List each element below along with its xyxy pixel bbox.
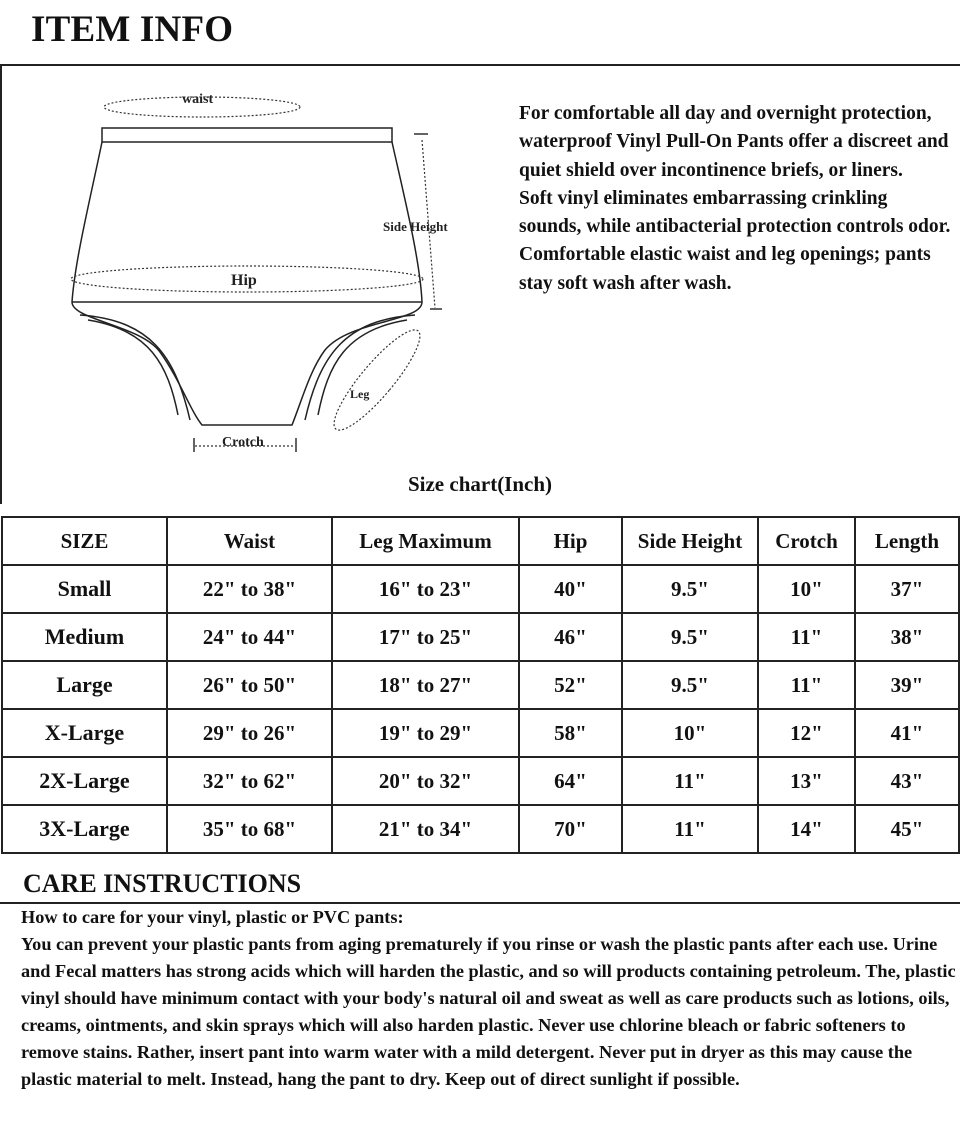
table-header-row [2,517,959,565]
table-cell: 9.5" [622,661,758,709]
left-border [0,64,2,504]
table-cell: 24" to 44" [167,613,332,661]
table-cell: 70" [519,805,622,853]
table-cell: 9.5" [622,613,758,661]
table-cell: 13" [758,757,855,805]
care-instructions-text [21,904,956,1093]
table-cell: 26" to 50" [167,661,332,709]
crotch-label: Crotch [222,435,264,450]
table-header-cell: Side Height [622,517,758,565]
table-cell: 52" [519,661,622,709]
table-cell: 39" [855,661,959,709]
table-cell: 11" [758,661,855,709]
description-paragraph: Soft vinyl eliminates embarrassing crinkling sounds, while antibacterial protection controls odor. Comfortable elastic waist and leg openings; pants stay soft wash after wash. [519,187,951,294]
table-cell: 17" to 25" [332,613,519,661]
table-header-cell: Length [855,517,959,565]
table-cell: 19" to 29" [332,709,519,757]
table-header-cell: Waist [167,517,332,565]
table-cell: 16" to 23" [332,565,519,613]
table-cell: 12" [758,709,855,757]
leg-elastic-left-2 [88,320,178,415]
table-cell: 9.5" [622,565,758,613]
table-cell: 35" to 68" [167,805,332,853]
size-name-cell: 2X-Large [2,757,167,805]
table-cell: 11" [758,613,855,661]
care-intro: How to care for your vinyl, plastic or PVC pants: [21,907,404,927]
pants-diagram [50,80,480,460]
table-row [2,709,959,757]
table-cell: 10" [622,709,758,757]
table-row [2,757,959,805]
leg-elastic-right [305,315,415,420]
table-cell: 38" [855,613,959,661]
table-cell: 45" [855,805,959,853]
waistband-shape [102,128,392,142]
table-row [2,565,959,613]
table-row [2,805,959,853]
table-header-cell: Leg Maximum [332,517,519,565]
waist-label: waist [182,92,214,107]
size-name-cell: Large [2,661,167,709]
table-header-cell: Hip [519,517,622,565]
table-cell: 11" [622,805,758,853]
table-cell: 29" to 26" [167,709,332,757]
table-cell: 64" [519,757,622,805]
table-cell: 10" [758,565,855,613]
table-cell: 43" [855,757,959,805]
side-height-label: Side Height [383,219,448,234]
leg-label: Leg [350,387,370,401]
table-cell: 46" [519,613,622,661]
page-heading: ITEM INFO [31,9,234,50]
size-name-cell: Small [2,565,167,613]
care-instructions-title: CARE INSTRUCTIONS [23,869,302,898]
table-cell: 58" [519,709,622,757]
size-name-cell: Medium [2,613,167,661]
leg-elastic-left [80,315,190,420]
table-header-cell: SIZE [2,517,167,565]
table-cell: 21" to 34" [332,805,519,853]
table-cell: 20" to 32" [332,757,519,805]
table-cell: 22" to 38" [167,565,332,613]
hip-label: Hip [231,272,257,289]
product-description [519,100,951,298]
size-chart-title: Size chart(Inch) [407,472,553,496]
table-cell: 14" [758,805,855,853]
size-chart-table [1,516,960,854]
table-row [2,613,959,661]
table-cell: 41" [855,709,959,757]
table-cell: 11" [622,757,758,805]
top-divider [0,64,960,66]
table-cell: 40" [519,565,622,613]
table-header-cell: Crotch [758,517,855,565]
description-paragraph: For comfortable all day and overnight protection, waterproof Vinyl Pull-On Pants offer a discreet and quiet shield over incontinence briefs, or liners. [519,103,949,181]
care-paragraph: You can prevent your plastic pants from aging prematurely if you rinse or wash the plastic pants after each use. Urine and Fecal matters has strong acids which will harden the plastic, and so will products containing petroleum. The, plastic vinyl should have minimum contact with your body's natural oil and sweat as well as care products such as lotions, oils, creams, ointments, and skin sprays which will also harden plastic. Never use chlorine bleach or fabric softeners to remove stains. Rather, insert pant into warm water with a mild detergent. Never put in dryer as this may cause the plastic material to melt. Instead, hang the pant to dry. Keep out of direct sunlight if possible. [21,934,956,1089]
size-name-cell: 3X-Large [2,805,167,853]
size-name-cell: X-Large [2,709,167,757]
table-row [2,661,959,709]
table-cell: 32" to 62" [167,757,332,805]
table-cell: 37" [855,565,959,613]
table-cell: 18" to 27" [332,661,519,709]
